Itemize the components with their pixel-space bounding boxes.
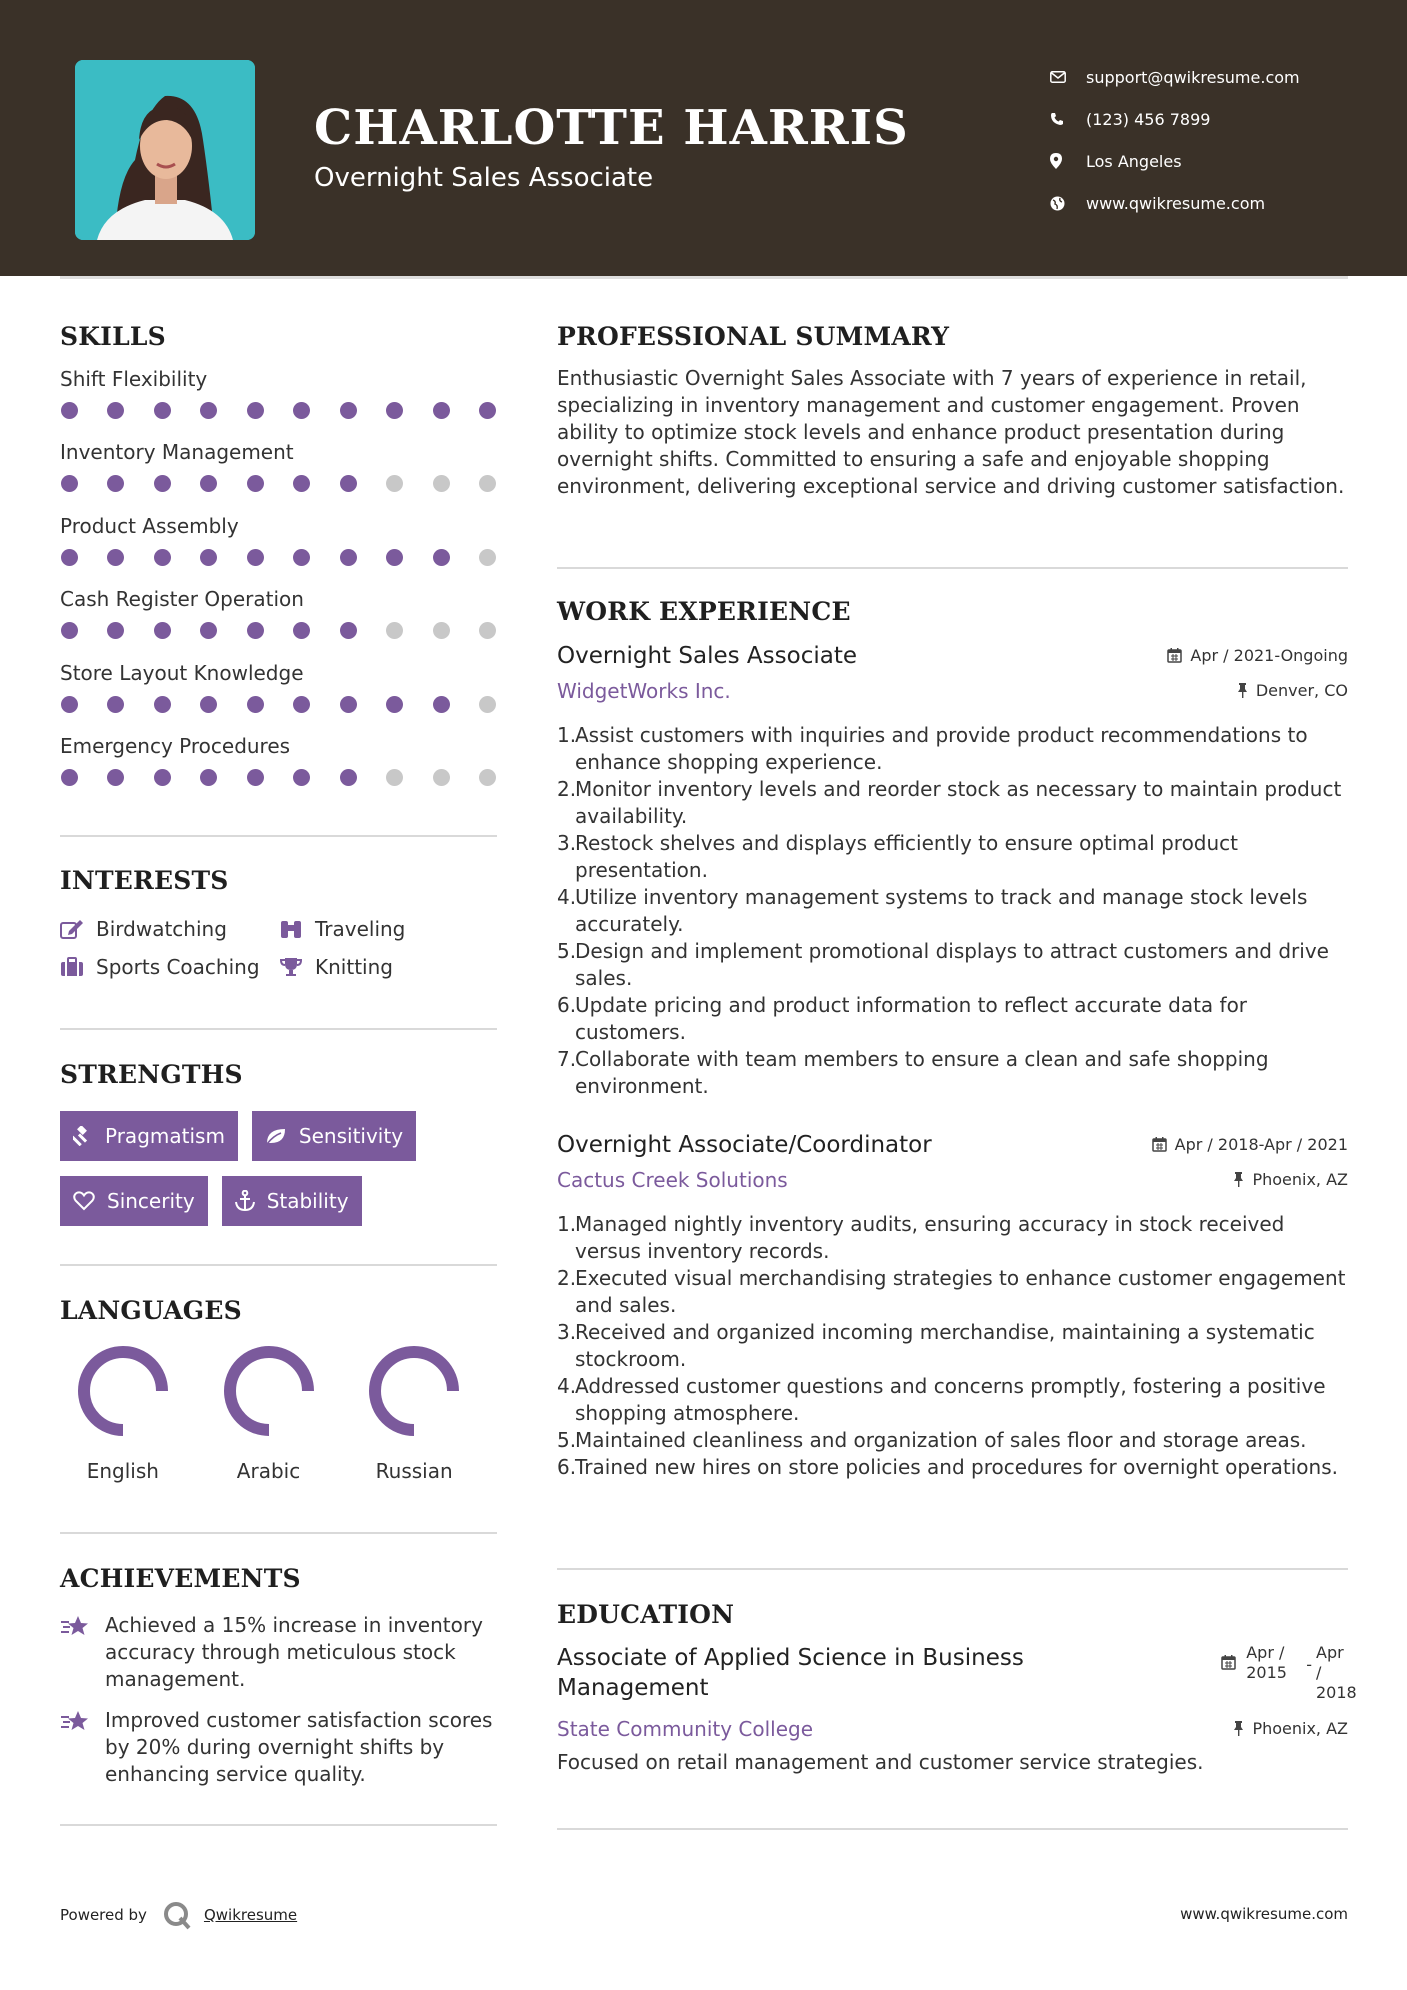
bullet-text: Addressed customer questions and concerns promptly, fostering a positive shopping atmosphere.	[575, 1374, 1326, 1425]
strength-badge	[222, 1176, 362, 1226]
skill-name: Cash Register Operation	[60, 587, 304, 612]
skill-rating	[60, 549, 497, 566]
contact-location	[1050, 140, 1300, 182]
rating-dot-filled	[154, 402, 171, 419]
achievement-text: Improved customer satisfaction scores by 20% during overnight shifts by enhancing service quality.	[105, 1708, 493, 1786]
rating-dot-filled	[293, 549, 310, 566]
job-dates-text: Apr / 2021-Ongoing	[1190, 646, 1348, 665]
job-location	[1237, 681, 1348, 700]
job-bullet	[557, 1427, 1348, 1454]
rating-dot-filled	[386, 549, 403, 566]
school-name: State Community College	[557, 1717, 814, 1741]
bullet-number: 2.	[557, 1266, 577, 1290]
company-name: Cactus Creek Solutions	[557, 1168, 788, 1192]
rating-dot-filled	[293, 402, 310, 419]
education-section	[557, 1600, 1357, 1776]
interest-label: Traveling	[315, 917, 406, 941]
calendar-icon	[1167, 648, 1182, 663]
pushpin-icon	[1233, 1721, 1244, 1736]
job-bullet	[557, 1454, 1348, 1481]
rating-dot-filled	[61, 475, 78, 492]
bullet-text: Maintained cleanliness and organization of sales floor and storage areas.	[575, 1428, 1307, 1452]
rating-dot-empty	[386, 769, 403, 786]
job-bullet	[557, 1046, 1348, 1100]
bullet-text: Collaborate with team members to ensure a clean and safe shopping environment.	[575, 1047, 1269, 1098]
language-name: Russian	[375, 1459, 453, 1483]
section-title: STRENGTHS	[60, 1060, 243, 1089]
contact-email[interactable]	[1050, 56, 1300, 98]
contact-email-text: support@qwikresume.com	[1086, 67, 1300, 87]
phone-icon	[1050, 112, 1086, 126]
language-proficiency-ring	[223, 1345, 315, 1437]
bullet-number: 1.	[557, 1212, 577, 1236]
rating-dot-filled	[107, 402, 124, 419]
strength-badge	[60, 1176, 208, 1226]
rating-dot-filled	[247, 549, 264, 566]
qwikresume-logo-icon	[162, 1900, 192, 1930]
language-name: English	[86, 1459, 159, 1483]
strength-badge	[252, 1111, 416, 1161]
school-location-text: Phoenix, AZ	[1252, 1719, 1348, 1738]
job-location	[1233, 1170, 1348, 1189]
language-proficiency-ring	[368, 1345, 460, 1437]
section-title: WORK EXPERIENCE	[557, 597, 851, 626]
job-bullet	[557, 1319, 1348, 1373]
job-bullet	[557, 776, 1348, 830]
globe-icon	[1050, 196, 1086, 211]
rating-dot-filled	[154, 549, 171, 566]
skill-row	[60, 440, 497, 513]
rating-dot-filled	[61, 769, 78, 786]
degree-title-line: Management	[557, 1675, 709, 1701]
section-title: PROFESSIONAL SUMMARY	[557, 322, 950, 351]
section-title: SKILLS	[60, 322, 166, 351]
rating-dot-filled	[479, 402, 496, 419]
rating-dot-filled	[433, 549, 450, 566]
section-divider	[60, 1028, 497, 1030]
anchor-icon	[235, 1190, 255, 1212]
bullet-number: 1.	[557, 723, 577, 747]
rating-dot-filled	[61, 402, 78, 419]
rating-dot-empty	[479, 475, 496, 492]
start-date	[1246, 1643, 1306, 1683]
binoculars-icon	[279, 919, 315, 939]
end-date	[1316, 1643, 1357, 1703]
job-bullet	[557, 1211, 1348, 1265]
footer-website[interactable]: www.qwikresume.com	[1180, 1905, 1348, 1923]
interest-item	[279, 917, 497, 941]
job-location-text: Denver, CO	[1255, 681, 1348, 700]
calendar-icon	[1152, 1137, 1167, 1152]
job-dates	[1167, 646, 1348, 665]
resume-header	[0, 0, 1407, 276]
bullet-number: 4.	[557, 1374, 577, 1398]
bullet-number: 6.	[557, 993, 577, 1017]
skill-name: Shift Flexibility	[60, 367, 208, 391]
bullet-text: Utilize inventory management systems to track and manage stock levels accurately.	[575, 885, 1308, 936]
rating-dot-filled	[340, 475, 357, 492]
education-dates	[1221, 1643, 1357, 1703]
rating-dot-filled	[107, 696, 124, 713]
briefcase-icon	[60, 957, 96, 977]
contact-website[interactable]	[1050, 182, 1300, 224]
rating-dot-filled	[247, 402, 264, 419]
interest-label: Sports Coaching	[96, 955, 260, 979]
header-divider	[60, 276, 1348, 279]
rating-dot-filled	[154, 475, 171, 492]
interest-item	[60, 955, 279, 979]
rating-dot-filled	[107, 622, 124, 639]
gavel-icon	[73, 1126, 93, 1146]
summary-text: Enthusiastic Overnight Sales Associate with 7 years of experience in retail, specializing in inventory management and customer engagement. Proven ability to optimize stock levels and enhance product presentation during overnight shifts. Committed to ensuring a safe and enjoyable shopping environment, delivering exceptional service and driving customer satisfaction.	[557, 366, 1345, 498]
rating-dot-filled	[107, 475, 124, 492]
heart-icon	[73, 1191, 95, 1211]
skills-list	[60, 367, 497, 807]
candidate-title: Overnight Sales Associate	[314, 163, 654, 193]
calendar-icon	[1221, 1655, 1236, 1670]
section-divider	[60, 1824, 497, 1826]
bullet-text: Restock shelves and displays efficiently to ensure optimal product presentation.	[575, 831, 1239, 882]
rating-dot-filled	[61, 622, 78, 639]
interest-label: Knitting	[315, 955, 393, 979]
section-divider	[557, 567, 1348, 569]
strength-label: Sensitivity	[298, 1124, 404, 1148]
candidate-name: CHARLOTTE HARRIS	[314, 100, 909, 156]
footer-powered-by	[60, 1900, 297, 1930]
job-bullet	[557, 992, 1348, 1046]
rating-dot-empty	[479, 696, 496, 713]
rating-dot-filled	[293, 622, 310, 639]
language-item	[206, 1345, 352, 1483]
job-title: Overnight Sales Associate	[557, 643, 857, 669]
language-proficiency-ring	[77, 1345, 169, 1437]
rating-dot-filled	[200, 696, 217, 713]
rating-dot-filled	[340, 402, 357, 419]
rating-dot-filled	[386, 696, 403, 713]
bullet-text: Update pricing and product information to reflect accurate data for customers.	[575, 993, 1248, 1044]
bullet-number: 5.	[557, 939, 577, 963]
bullet-number: 5.	[557, 1428, 577, 1452]
rating-dot-filled	[293, 696, 310, 713]
date-separator: -	[1306, 1655, 1312, 1674]
interests-section	[60, 866, 497, 979]
rating-dot-filled	[200, 475, 217, 492]
bullet-number: 6.	[557, 1455, 577, 1479]
rating-dot-empty	[479, 622, 496, 639]
bullet-number: 4.	[557, 885, 577, 909]
skills-section	[60, 322, 166, 351]
skill-rating	[60, 696, 497, 713]
skill-rating	[60, 622, 497, 639]
job-bullets	[557, 1211, 1348, 1481]
proficiency-arc	[230, 1352, 308, 1430]
skill-row	[60, 367, 497, 440]
bullet-text: Managed nightly inventory audits, ensuring accuracy in stock received versus inventory records.	[575, 1212, 1285, 1263]
rating-dot-filled	[293, 475, 310, 492]
section-divider	[557, 1568, 1348, 1570]
shooting-star-icon	[60, 1707, 105, 1737]
education-description: Focused on retail management and customer service strategies.	[557, 1750, 1204, 1774]
job-bullet	[557, 884, 1348, 938]
contact-list	[1050, 56, 1300, 224]
rating-dot-empty	[479, 769, 496, 786]
bullet-number: 2.	[557, 777, 577, 801]
languages-section	[60, 1296, 497, 1483]
start-date-year: 2015	[1246, 1663, 1287, 1682]
interest-label: Birdwatching	[96, 917, 227, 941]
map-pin-icon	[1050, 153, 1086, 169]
proficiency-arc	[375, 1352, 453, 1430]
bullet-text: Received and organized incoming merchandise, maintaining a systematic stockroom.	[575, 1320, 1315, 1371]
rating-dot-filled	[340, 549, 357, 566]
section-divider	[60, 835, 497, 837]
rating-dot-filled	[340, 622, 357, 639]
powered-by-label: Powered by	[60, 1906, 147, 1924]
pushpin-icon	[1233, 1172, 1244, 1187]
bullet-number: 7.	[557, 1047, 577, 1071]
strength-badge	[60, 1111, 238, 1161]
shooting-star-icon	[60, 1612, 105, 1642]
strengths-section	[60, 1060, 497, 1226]
pencil-square-icon	[60, 919, 96, 939]
qwikresume-link[interactable]: Qwikresume	[203, 1906, 298, 1924]
rating-dot-filled	[200, 769, 217, 786]
rating-dot-empty	[433, 622, 450, 639]
section-divider	[557, 1828, 1348, 1830]
language-item	[60, 1345, 206, 1483]
job-bullets	[557, 722, 1348, 1100]
profile-photo	[75, 60, 255, 240]
rating-dot-filled	[107, 549, 124, 566]
job-bullet	[557, 938, 1348, 992]
rating-dot-filled	[247, 769, 264, 786]
job-dates-text: Apr / 2018-Apr / 2021	[1174, 1135, 1348, 1154]
contact-location-text: Los Angeles	[1086, 151, 1182, 171]
rating-dot-filled	[293, 769, 310, 786]
job-bullet	[557, 1265, 1348, 1319]
skill-rating	[60, 769, 497, 786]
achievement-text: Achieved a 15% increase in inventory accuracy through meticulous stock management.	[105, 1613, 483, 1691]
rating-dot-empty	[386, 475, 403, 492]
rating-dot-filled	[247, 622, 264, 639]
experience-section	[557, 597, 1348, 1481]
job-entry	[557, 643, 1348, 1100]
leaf-icon	[265, 1127, 287, 1145]
rating-dot-filled	[433, 696, 450, 713]
job-bullet	[557, 830, 1348, 884]
job-bullet	[557, 1373, 1348, 1427]
achievement-item	[60, 1612, 497, 1693]
rating-dot-filled	[433, 402, 450, 419]
rating-dot-filled	[340, 769, 357, 786]
section-title: LANGUAGES	[60, 1296, 242, 1325]
interest-item	[60, 917, 279, 941]
rating-dot-filled	[247, 475, 264, 492]
rating-dot-filled	[200, 622, 217, 639]
job-location-text: Phoenix, AZ	[1252, 1170, 1348, 1189]
skill-row	[60, 514, 497, 587]
rating-dot-empty	[433, 475, 450, 492]
rating-dot-filled	[200, 402, 217, 419]
rating-dot-filled	[154, 769, 171, 786]
job-bullet	[557, 722, 1348, 776]
achievements-section	[60, 1564, 497, 1802]
rating-dot-filled	[154, 696, 171, 713]
rating-dot-filled	[154, 622, 171, 639]
rating-dot-filled	[107, 769, 124, 786]
language-item	[351, 1345, 497, 1483]
section-title: INTERESTS	[60, 866, 229, 895]
rating-dot-filled	[386, 402, 403, 419]
section-title: EDUCATION	[557, 1600, 735, 1629]
rating-dot-filled	[200, 549, 217, 566]
language-name: Arabic	[236, 1459, 301, 1483]
section-divider	[60, 1532, 497, 1534]
skill-row	[60, 587, 497, 660]
rating-dot-filled	[61, 696, 78, 713]
bullet-number: 3.	[557, 831, 577, 855]
skill-name: Emergency Procedures	[60, 733, 291, 758]
bullet-text: Trained new hires on store policies and procedures for overnight operations.	[575, 1455, 1338, 1479]
section-title: ACHIEVEMENTS	[60, 1564, 301, 1593]
contact-phone-text: (123) 456 7899	[1086, 109, 1211, 129]
summary-section	[557, 322, 1348, 500]
bullet-number: 3.	[557, 1320, 577, 1344]
envelope-icon	[1050, 71, 1086, 83]
rating-dot-filled	[340, 696, 357, 713]
section-divider	[60, 1264, 497, 1266]
proficiency-arc	[84, 1352, 162, 1430]
bullet-text: Monitor inventory levels and reorder stock as necessary to maintain product availability.	[575, 777, 1342, 828]
portrait-image	[75, 60, 255, 240]
strength-label: Sincerity	[107, 1189, 195, 1213]
job-dates	[1152, 1135, 1348, 1154]
rating-dot-filled	[61, 549, 78, 566]
achievement-item	[60, 1707, 497, 1788]
bullet-text: Assist customers with inquiries and provide product recommendations to enhance shopping experience.	[575, 723, 1308, 774]
strength-label: Pragmatism	[105, 1124, 225, 1148]
rating-dot-empty	[479, 549, 496, 566]
interest-item	[279, 955, 497, 979]
skill-name: Store Layout Knowledge	[60, 660, 304, 685]
job-entry	[557, 1132, 1348, 1481]
trophy-icon	[279, 957, 315, 977]
skill-rating	[60, 402, 497, 419]
skill-name: Inventory Management	[60, 440, 294, 465]
bullet-text: Design and implement promotional displays to attract customers and drive sales.	[575, 939, 1329, 990]
contact-phone[interactable]	[1050, 98, 1300, 140]
contact-website-text: www.qwikresume.com	[1086, 193, 1266, 213]
strength-label: Stability	[266, 1189, 349, 1213]
pushpin-icon	[1237, 683, 1248, 698]
school-location	[1233, 1719, 1348, 1738]
bullet-text: Executed visual merchandising strategies to enhance customer engagement and sales.	[575, 1266, 1346, 1317]
degree-title-line: Associate of Applied Science in Business	[557, 1645, 1024, 1671]
skill-name: Product Assembly	[60, 513, 239, 538]
skill-row	[60, 661, 497, 734]
rating-dot-filled	[247, 696, 264, 713]
company-name: WidgetWorks Inc.	[557, 679, 731, 703]
end-date-year: 2018	[1316, 1683, 1357, 1702]
end-date-month: Apr /	[1316, 1643, 1344, 1682]
job-title: Overnight Associate/Coordinator	[557, 1132, 932, 1158]
rating-dot-empty	[433, 769, 450, 786]
start-date-month: Apr /	[1246, 1643, 1285, 1662]
rating-dot-empty	[386, 622, 403, 639]
skill-row	[60, 734, 497, 807]
skill-rating	[60, 475, 497, 492]
